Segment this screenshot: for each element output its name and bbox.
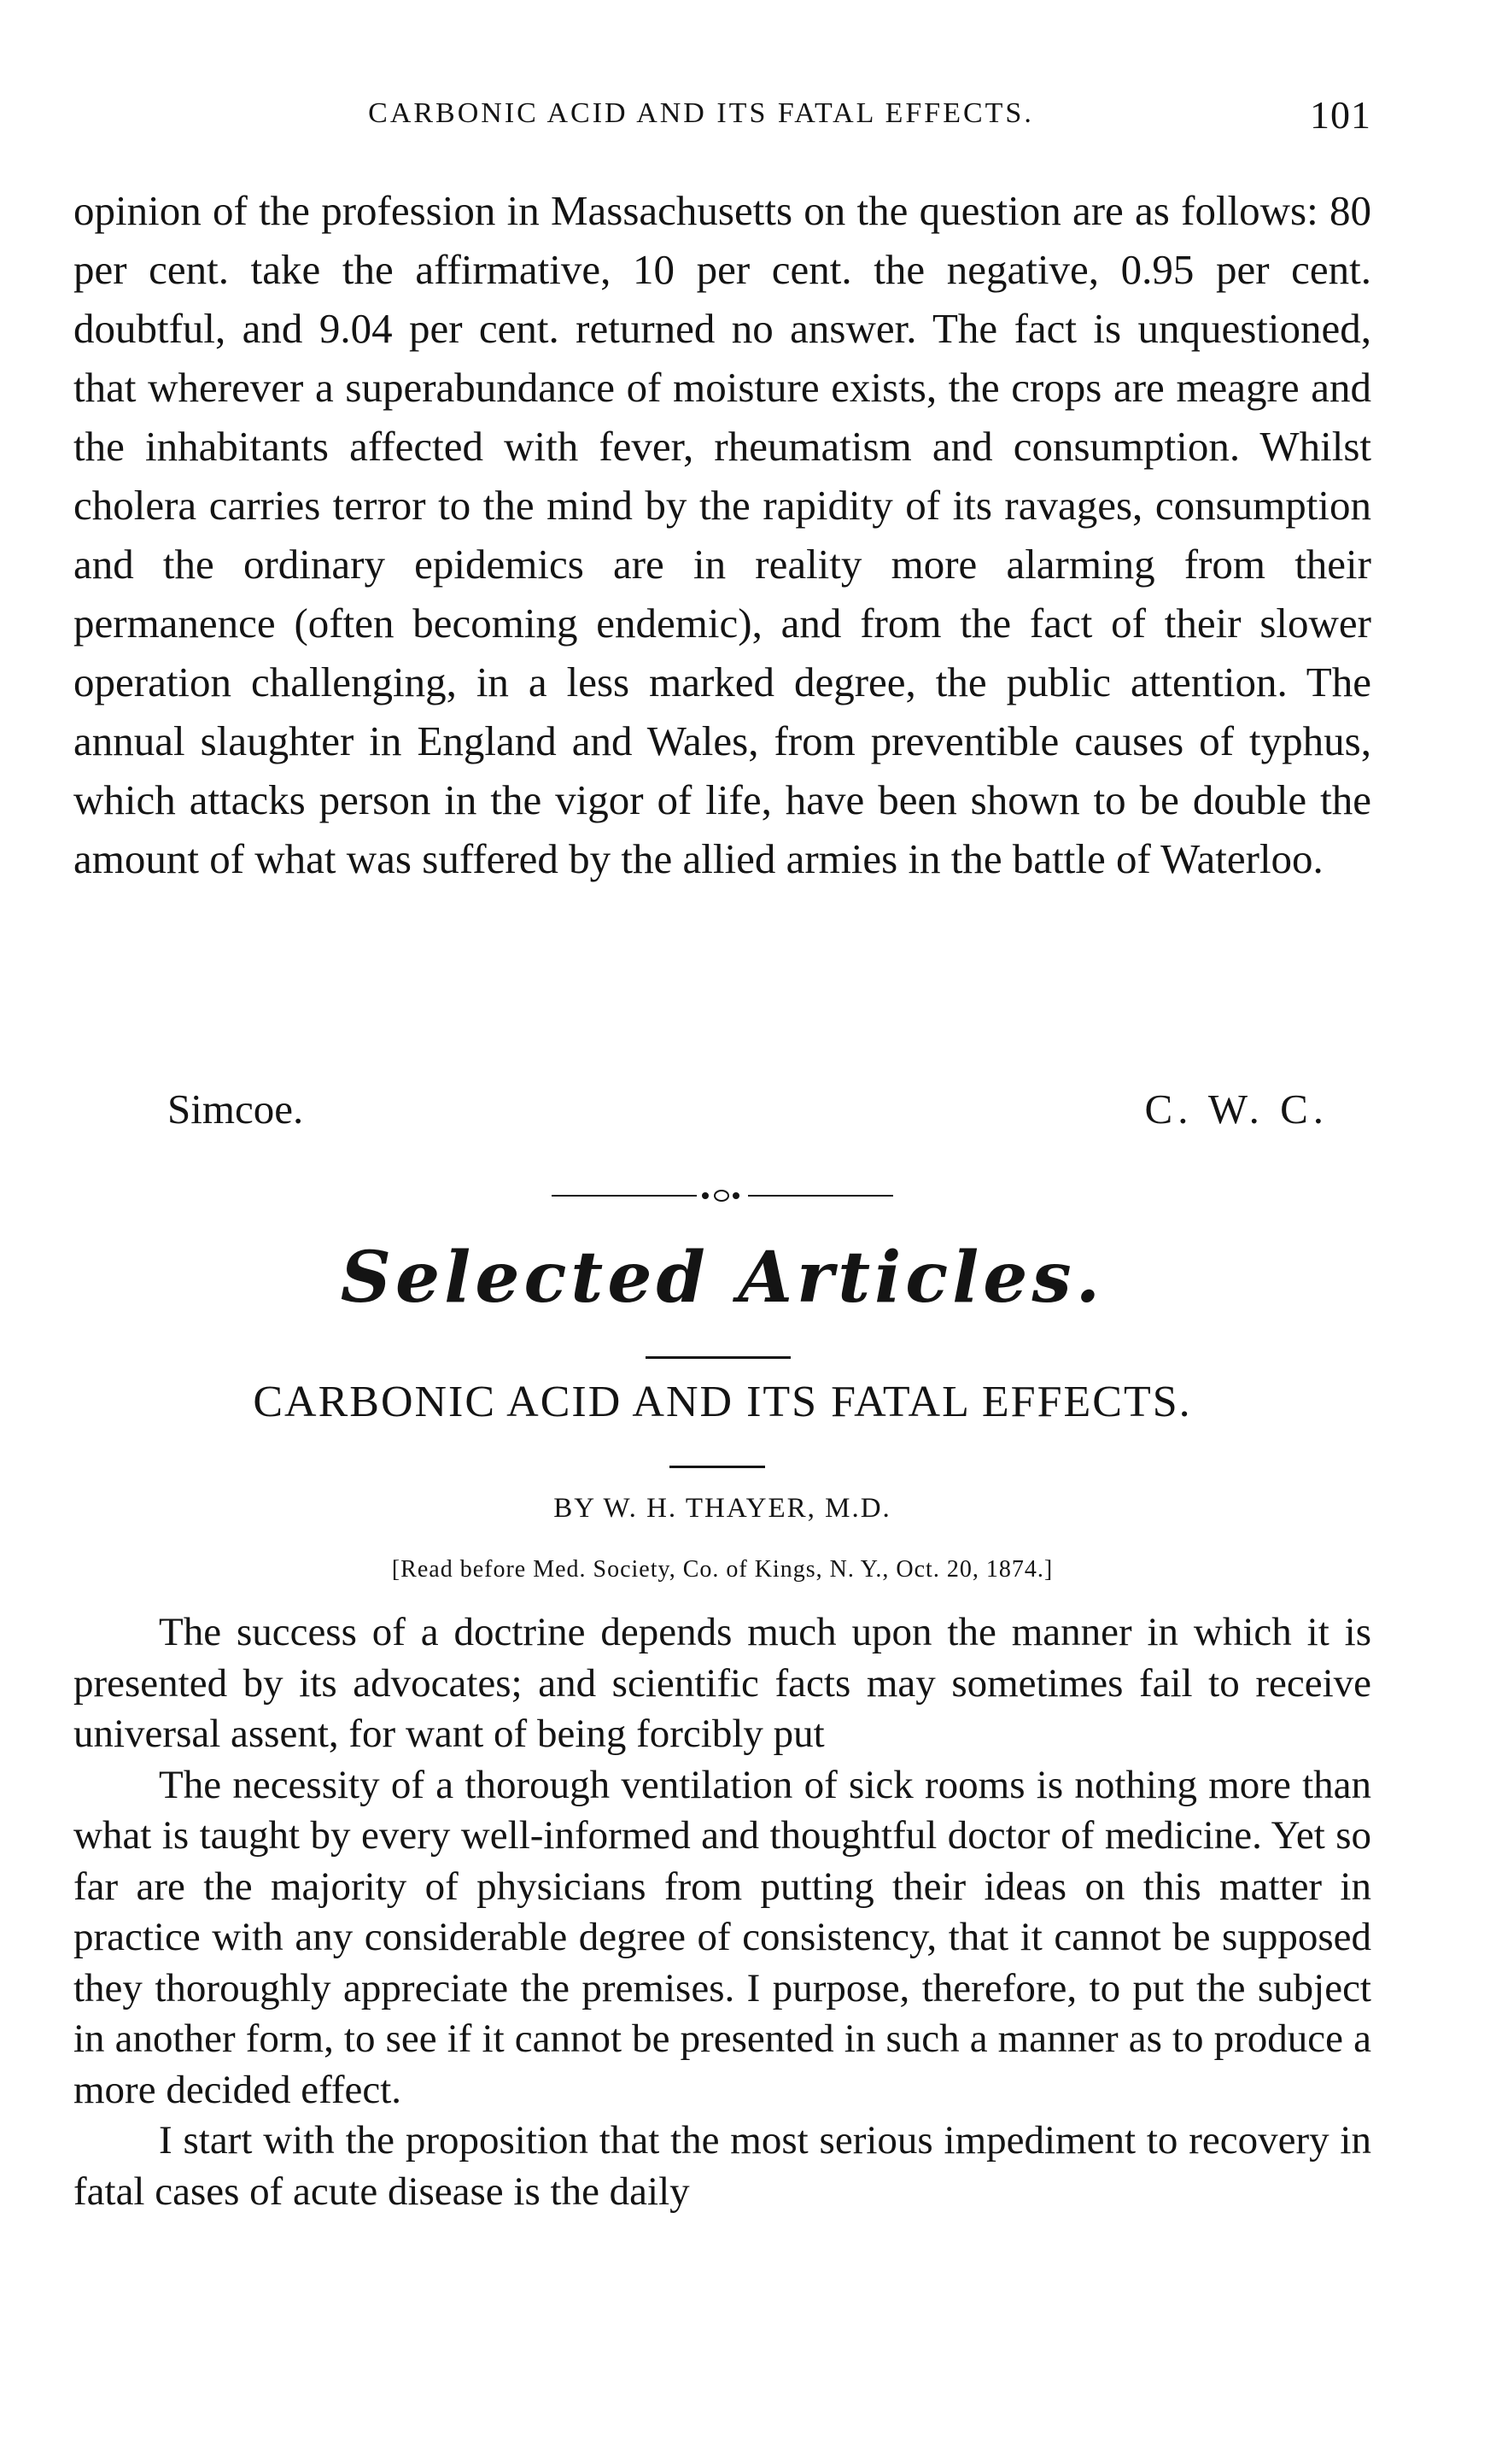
ornament-ring: [714, 1190, 729, 1202]
ornament-divider: [552, 1190, 893, 1202]
book-page: [73, 0, 1371, 2464]
byline: BY W. H. THAYER, M.D.: [553, 1493, 891, 1524]
ornament-line-right: [748, 1195, 893, 1197]
paragraph: The necessity of a thorough ventilation of sick rooms is nothing more than what is taught by every well-informed and thoughtful doctor of medicine. Yet so far are the majority of physicians from putting their ideas on this matter in practice with any considerable degree of consistency, that it cannot be supposed they thoroughly appreciate the premises. I purpose, therefore, to put the subject in another form, to see if it cannot be presented in such a manner as to produce a more decided effect.: [73, 1762, 1371, 2112]
section-heading: Selected Articles.: [340, 1237, 1105, 1319]
article-body: [73, 1607, 1371, 2217]
signoff-place: Simcoe.: [167, 1086, 304, 1133]
source-note: [Read before Med. Society, Co. of Kings, N. Y., Oct. 20, 1874.]: [391, 1556, 1054, 1583]
paragraph: opinion of the profession in Massachusetts on the question are as follows: 80 per cent. take the affirmative, 10 per cent. the negative, 0.95 per cent. doubtful, and 9.04 per cent. returned no answer. The fact is unquestioned, that wherever a superabundance of moisture exists, the crops are meagre and the inhabitants affected with fever, rheumatism and consumption. Whilst cholera carries terror to the mind by the rapidity of its ravages, consumption and the ordinary epidemics are in reality more alarming from their permanence (often becoming endemic), and from the fact of their slower operation challenging, in a less marked degree, the public attention. The annual slaughter in England and Wales, from preventible causes of typhus, which attacks person in the vigor of life, have been shown to be double the amount of what was suffered by the allied armies in the battle of Waterloo.: [73, 187, 1371, 882]
article-title: CARBONIC ACID AND ITS FATAL EFFECTS.: [253, 1378, 1192, 1426]
page-number: 101: [1310, 93, 1371, 137]
ornament-dot: [702, 1192, 709, 1199]
heading-rule: [646, 1356, 791, 1359]
previous-article-text: [73, 181, 1371, 888]
title-rule: [669, 1466, 765, 1468]
ornament-line-left: [552, 1195, 697, 1197]
running-title: CARBONIC ACID AND ITS FATAL EFFECTS.: [368, 97, 1034, 129]
paragraph: I start with the proposition that the most serious impediment to recovery in fatal cases of acute disease is the daily: [73, 2118, 1371, 2214]
signoff: [167, 1085, 1329, 1144]
paragraph: The success of a doctrine depends much upon the manner in which it is presented by its advocates; and scientific facts may sometimes fail to receive universal assent, for want of being forcibly put: [73, 1610, 1371, 1756]
running-head: [73, 92, 1371, 143]
ornament-dot: [733, 1192, 739, 1199]
signoff-initials: C. W. C.: [1144, 1086, 1329, 1133]
